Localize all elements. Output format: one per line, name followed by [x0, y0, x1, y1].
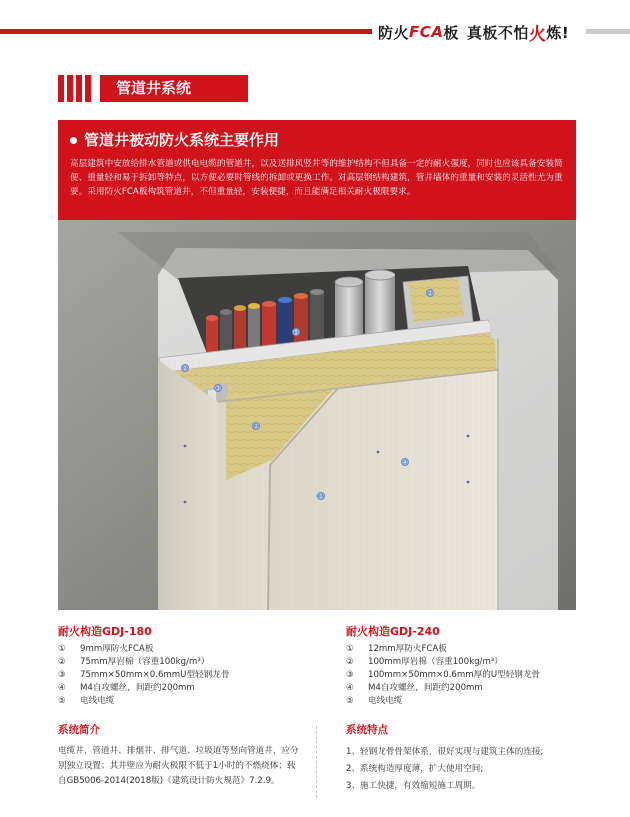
callout-2-back: ② — [426, 289, 434, 298]
info-block — [58, 120, 576, 220]
brand-part1: 防火 — [378, 23, 410, 42]
callout-2-front: ② — [252, 422, 260, 431]
brand-flame-char: 火 — [528, 24, 547, 45]
right-column — [346, 624, 616, 795]
brand-part3: 板 — [443, 23, 459, 42]
top-brand-strip — [0, 0, 630, 48]
list-item: ① 9mm厚防火FCA板 — [58, 644, 154, 654]
section-stripes — [58, 75, 94, 102]
brand-red-line — [0, 29, 372, 34]
callout-5: ⑤ — [292, 328, 300, 337]
list-item: 1、轻钢龙骨骨架体系，很好实现与建筑主体的连接; — [346, 747, 544, 757]
list-item: ① 12mm厚防火FCA板 — [346, 644, 447, 654]
left-column — [58, 624, 328, 789]
list-item: ② 75mm厚岩棉（容重100kg/m³） — [58, 657, 210, 667]
list-item: ④ M4自攻螺丝，间距约200mm — [58, 683, 195, 693]
callout-2-top: ② — [181, 364, 189, 373]
list-item: ④ M4自攻螺丝，间距约200mm — [346, 683, 483, 693]
list-item: ③ 100mm×50mm×0.6mm厚的U型轻钢龙骨 — [346, 670, 541, 680]
list-item: ③ 75mm×50mm×0.6mmU型轻钢龙骨 — [58, 670, 230, 680]
list-item: 3、施工快捷，有效缩短施工周期。 — [346, 781, 481, 791]
info-body: 高层建筑中安放给排水管道或供电电缆的管道井，以及送排风竖井等的维护结构不但具备一定的耐火强度，同时也应该具备安装简便、重量轻和易于拆卸等特点，以方便必要时管线的拆卸或更换工作。对高层钢结构建筑，管井墙体的重量和安装的灵活性尤为重要。采用防火FCA板构筑管道井，不但重量轻，安装便捷，而且能满足相关耐火极限要求。 — [70, 159, 563, 197]
right-spec-list — [346, 643, 616, 708]
feature-list — [346, 744, 616, 795]
column-divider — [316, 726, 317, 798]
left-spec-list — [58, 643, 328, 708]
brand-part6: 炼! — [546, 23, 570, 42]
brand-fca: FCA — [409, 23, 444, 41]
left-title: 耐火构造GDJ-180 — [58, 625, 152, 638]
bullet-dot-icon — [70, 137, 77, 144]
brand-slogan — [378, 19, 569, 45]
right-subtitle: 系统特点 — [346, 724, 388, 736]
list-item: ② 100mm厚岩棉（容重100kg/m³） — [346, 657, 503, 667]
system-intro-text: 电缆井、管道井、排烟井、排气道、垃圾道等竖向管道井，应分别独立设置；其井壁应为耐火极限不低于1小时的不燃烧体；载自GB5006-2014(2018版)《建筑设计防火规范》7.2.9。 — [58, 746, 299, 786]
brand-grey-line — [586, 29, 630, 34]
callout-1: ① — [317, 492, 325, 501]
info-heading-text: 管道井被动防火系统主要作用 — [84, 131, 280, 149]
section-title: 管道井系统 — [100, 75, 248, 102]
right-title: 耐火构造GDJ-240 — [346, 625, 440, 638]
list-item: ⑤ 电线电缆 — [346, 696, 403, 706]
shaft-illustration — [58, 220, 576, 610]
list-item: ⑤ 电线电缆 — [58, 696, 115, 706]
left-subtitle: 系统简介 — [58, 724, 100, 736]
list-item: 2、系统构造厚度薄，扩大使用空间; — [346, 764, 484, 774]
callout-3: ③ — [214, 384, 222, 393]
callout-4: ④ — [401, 458, 409, 467]
info-heading — [70, 130, 564, 150]
brand-part4: 真板不怕 — [466, 23, 529, 42]
section-title-bar — [58, 75, 618, 102]
